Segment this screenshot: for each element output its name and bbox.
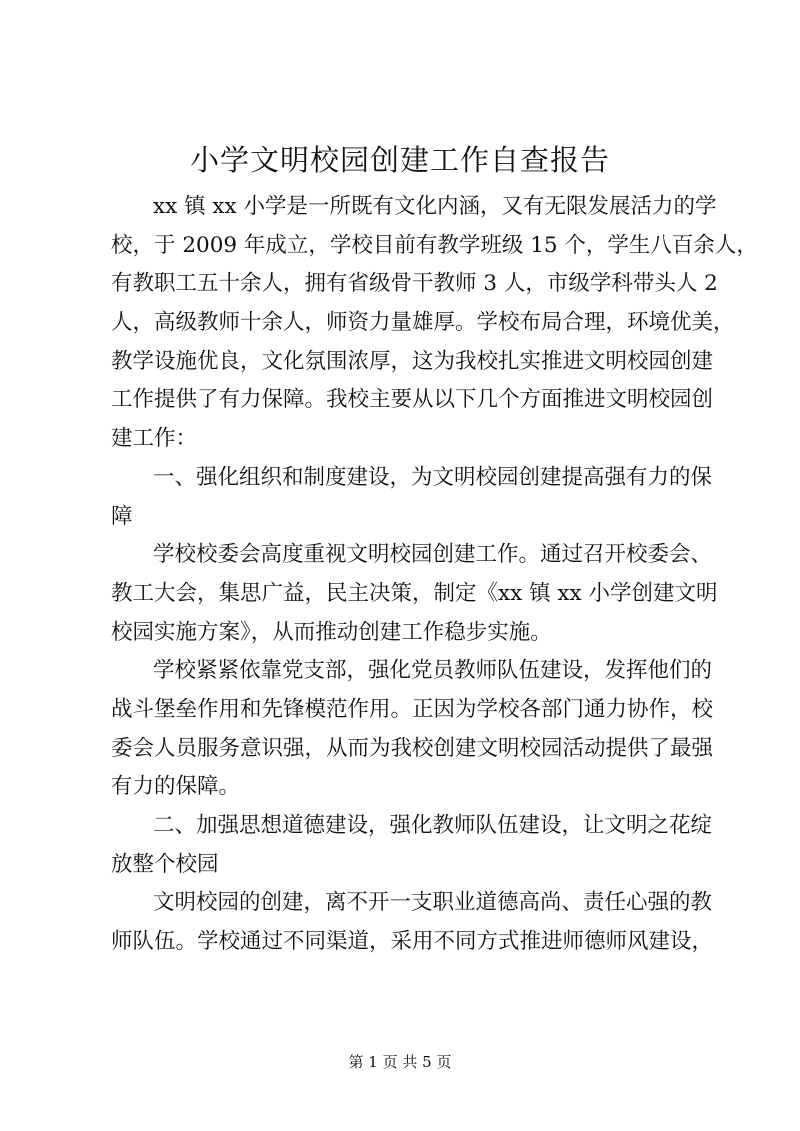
page-footer: 第 1 页 共 5 页: [348, 1053, 452, 1071]
text-line: 学校紧紧依靠党支部，强化党员教师队伍建设，发挥他们的: [153, 658, 713, 684]
document-body: [111, 188, 758, 962]
text-line: 学校校委会高度重视文明校园创建工作。通过召开校委会、: [153, 542, 713, 568]
text-line: 教工大会，集思广益，民主决策，制定《xx 镇 xx 小学创建文明: [111, 580, 718, 606]
text-line: 文明校园的创建，离不开一支职业道德高尚、责任心强的教: [153, 890, 713, 916]
section-heading-1-cont: 障: [111, 503, 133, 529]
text-line: 工作提供了有力保障。我校主要从以下几个方面推进文明校园创: [111, 387, 714, 413]
text-line: 校，于 2009 年成立，学校目前有教学班级 15 个，学生八百余人，: [111, 232, 758, 258]
text-line: 有教职工五十余人，拥有省级骨干教师 3 人，市级学科带头人 2: [111, 271, 718, 297]
text-line: 委会人员服务意识强，从而为我校创建文明校园活动提供了最强: [111, 735, 714, 761]
section-heading-2-cont: 放整个校园: [111, 851, 219, 877]
text-line: 教学设施优良，文化氛围浓厚，这为我校扎实推进文明校园创建: [111, 348, 714, 374]
text-line: 师队伍。学校通过不同渠道，采用不同方式推进师德师风建设，: [111, 929, 714, 955]
text-line: 战斗堡垒作用和先锋模范作用。正因为学校各部门通力协作，校: [111, 696, 714, 722]
section-heading-2: 二、加强思想道德建设，强化教师队伍建设，让文明之花绽: [153, 813, 713, 838]
text-line: 校园实施方案》，从而推动创建工作稳步实施。: [111, 619, 552, 645]
document-title: 小学文明校园创建工作自查报告: [189, 143, 610, 177]
section-heading-1: 一、强化组织和制度建设，为文明校园创建提高强有力的保: [153, 464, 713, 490]
text-line: 建工作：: [111, 426, 198, 452]
text-line: 有力的保障。: [111, 774, 241, 800]
text-line: xx 镇 xx 小学是一所既有文化内涵，又有无限发展活力的学: [153, 194, 717, 219]
text-line: 人，高级教师十余人，师资力量雄厚。学校布局合理，环境优美，: [111, 310, 735, 336]
